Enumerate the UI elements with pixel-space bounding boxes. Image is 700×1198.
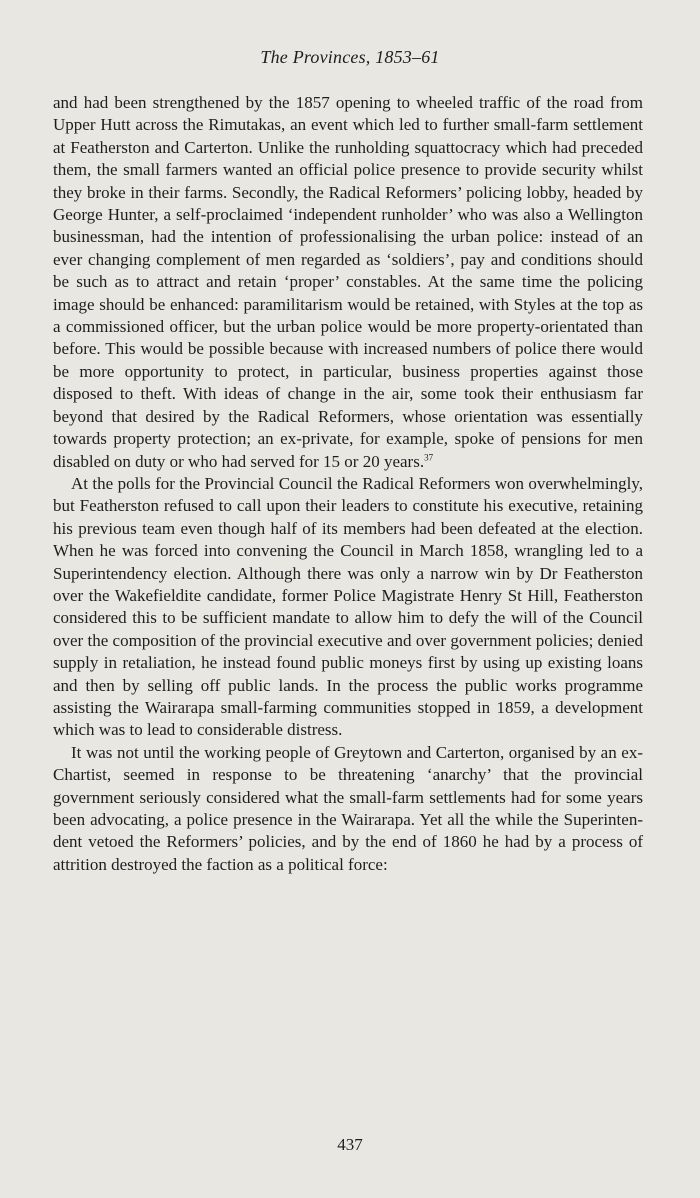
paragraph-2 xyxy=(53,473,643,742)
page-number: 437 xyxy=(337,1135,363,1154)
paragraph-1-text: and had been strengthened by the 1857 opening to wheeled traffic of the road from Upper Hutt across the Rimutakas, an event which led to further small-farm settlement at Featherston and Carterton. Unlike the runholding squattocracy which had preceded them, the small farmers wanted an official police presence to provide security whilst they broke in their farms. Secondly, the Radical Reformers’ policing lobby, headed by George Hunter, a self-proclaimed ‘independent runholder’ who was also a Wellington businessman, had the intention of professionalising the urban police: instead of an ever changing complement of men regarded as ‘soldiers’, pay and conditions should be such as to attract and retain ‘proper’ constables. At the same time the policing image should be enhanced: paramilitarism would be retained, with Styles at the top as a commissioned officer, but the urban police would be more property-orientated than before. This would be possible because with increased numbers of police there would be more opportunity to protect, in particular, business properties against those disposed to theft. With ideas of change in the air, some took their enthusiasm far beyond that desired by the Radical Reformers, whose orientation was essentially towards property protection; an ex-private, for example, spoke of pensions for men disabled on duty or who had served for 15 or 20 years. xyxy=(53,93,643,471)
body-text xyxy=(53,92,643,876)
paragraph-3 xyxy=(53,742,643,876)
paragraph-3-text: It was not until the working people of Greytown and Carterton, organised by an ex-Chartist, seemed in response to be threatening ‘anarchy’ that the provincial government seriously considered what the small-farm settlements had for some years been advocating, a police presence in the Wairarapa. Yet all the while the Superintendent vetoed the Reformers’ policies, and by the end of 1860 he had by a process of attrition destroyed the faction as a political force: xyxy=(53,742,643,874)
running-head: The Provinces, 1853–61 xyxy=(260,47,440,67)
paragraph-2-text: At the polls for the Provincial Council the Radical Reformers won overwhelmingly, but Featherston refused to call upon their leaders to constitute his executive, retaining his previous team even though half of its members had been defeated at the election. When he was forced into convening the Council in March 1858, wrangling led to a Superintendency election. Although there was only a narrow win by Dr Featherston over the Wakefieldite candidate, former Police Magistrate Henry St Hill, Featherston considered this to be sufficient mandate to allow him to defy the will of the Council over the composition of the provincial executive and over government policies; denied supply in retaliation, he instead found public moneys first by using up existing loans and then by selling off public lands. In the process the public works programme assisting the Wairarapa small-farming communities stopped in 1859, a development which was to lead to considerable distress. xyxy=(53,473,643,740)
paragraph-1 xyxy=(53,92,643,473)
footnote-marker: 37 xyxy=(424,451,434,462)
